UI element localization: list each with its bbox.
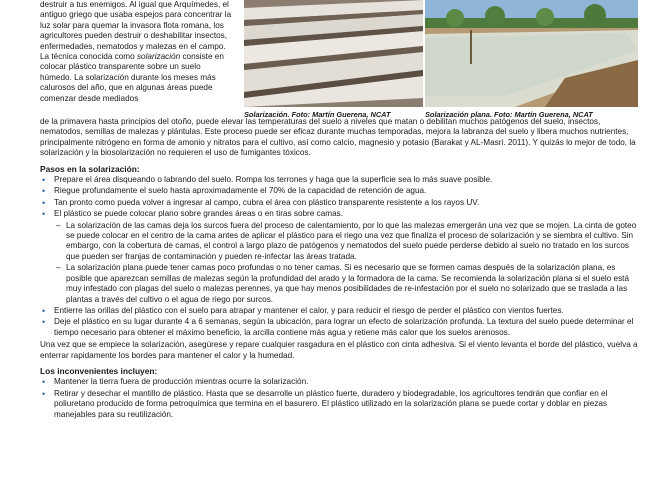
repair-paragraph: Una vez que se empiece la solarización, asegúrese y repare cualquier rasgadura en el plástico con cinta adhesiva. Si el viento levanta el borde del plástico, vuelva a enterrar rapidamente los bordes para mantener el calor y la humedad. [40,340,638,360]
sub-step-item: – La solarización plana puede tener camas poco profundas o no tener camas. Si es necesario que se formen camas después de la solarización plana, es posible que aparezcan semillas de malezas según la profundidad del arado y la formadora de la cama. Se recomienda la solarización plana si el suelo está muy infestado con plagas del suelo o malezas perennes, ya que hay menos posibilidades de re-infestación por el suelo no solarizado que se traslada a las plantas a través del cultivo o el agua de riego por surcos. [40,263,638,305]
step-item: • Deje el plástico en su lugar durante 4 a 6 semanas, según la ubicación, para lograr un efecto de solarización profunda. La textura del suelo puede determinar el tiempo necesario para obtener el máximo beneficio, la arcilla contiene más agua y retiene más calor que los suelos arenosos. [40,317,638,338]
drawbacks-list [40,377,638,420]
step-item: • Tan pronto como pueda volver a ingresar al campo, cubra el área con plástico transparente resistente a los rayos UV. [40,198,638,208]
photo-plastic-rows [244,0,423,107]
lead-paragraph [40,0,233,104]
step-item: • Entierre las orillas del plástico con el suelo para atrapar y mantener el calor, y para reducir el riesgo de perder el plástico con vientos fuertes. [40,306,638,316]
photo-flat-plastic [425,0,638,107]
steps-heading: Pasos en la solarización: [40,163,140,174]
steps-list [40,175,638,338]
lead-text-part2: consiste en colocar plástico transparente sobre un suelo húmedo. La solarización durante los meses más calurosos del año, que en algunas áreas puede comenzar desde mediados [40,52,224,103]
drawbacks-heading: Los inconvenientes incluyen: [40,365,158,376]
drawback-item: • Mantener la tierra fuera de producción mientras ocurre la solarización. [40,377,638,387]
lead-text-part1: destruir a tus enemigos. Al igual que Arquímedes, el antiguo griego que usaba espejos para concentrar la luz solar para quemar la invasora flota romana, los agricultores pueden destruir o deshabilitar insectos, enfermedades, nematodos y malezas en el campo. La técnica conocida como [40,0,232,62]
photo-caption-1: Solarización. Foto: Martín Guerena, NCAT [244,110,391,119]
step-item: • Riegue profundamente el suelo hasta aproximadamente el 70% de la capacidad de retención de agua. [40,186,638,196]
main-text [40,117,638,421]
intro-paragraph-continuation: de la primavera hasta principios del otoño, puede elevar las temperaturas del suelo a niveles que matan o debilitan muchos patógenos del suelo, insectos, nematodos, semillas de malezas y plántulas. Este proceso puede ser eficaz durante muchas temporadas, mejora la labranza del suelo y libera muchos nutrientes, principalmente nitrógeno en forma de amonio y nitratos para el cultivo, así como calcio, magnesio y potasio (Barakat y AL-Masri. 2011). Y quizás lo mejor de todo, la solarización y la biosolarización no requieren el uso de fumigantes tóxicos. [40,117,636,158]
photo-block [240,0,638,124]
drawback-item: • Retirar y desechar el mantillo de plástico. Hasta que se desarrolle un plástico fuerte, duradero y biodegradable, los agricultores tendrán que confiar en el poliuretano producido de forma petroquímica que termina en el basurero. El plástico utilizado en la solarización plana se puede cortar y doblar en piezas manejables para su reutilización. [40,389,638,420]
photo-caption-2: Solarización plana. Foto: Martín Guerena, NCAT [425,110,593,119]
step-item: • El plástico se puede colocar plano sobre grandes áreas o en tiras sobre camas. [40,209,638,219]
sub-step-item: – La solarización de las camas deja los surcos fuera del proceso de calentamiento, por lo que las malezas emergerán una vez que se mojen. La cinta de goteo se puede colocar en el centro de la cama antes de aplicar el plástico para el riego una vez que finaliza el proceso de solarización y se siembra el cultivo. Sin embargo, con la cobertura de camas, el control a largo plazo de patógenos y nematodos del suelo puede perderse debido al suelo no tratado en los surcos que pueden ser franjas de contaminación y pueden re-infectar las áreas tratada. [40,221,638,263]
lead-italic-term: solarización [136,52,181,62]
step-item: • Prepare el área disqueando o labrando del suelo. Rompa los terrones y haga que la superficie sea lo más suave posible. [40,175,638,185]
